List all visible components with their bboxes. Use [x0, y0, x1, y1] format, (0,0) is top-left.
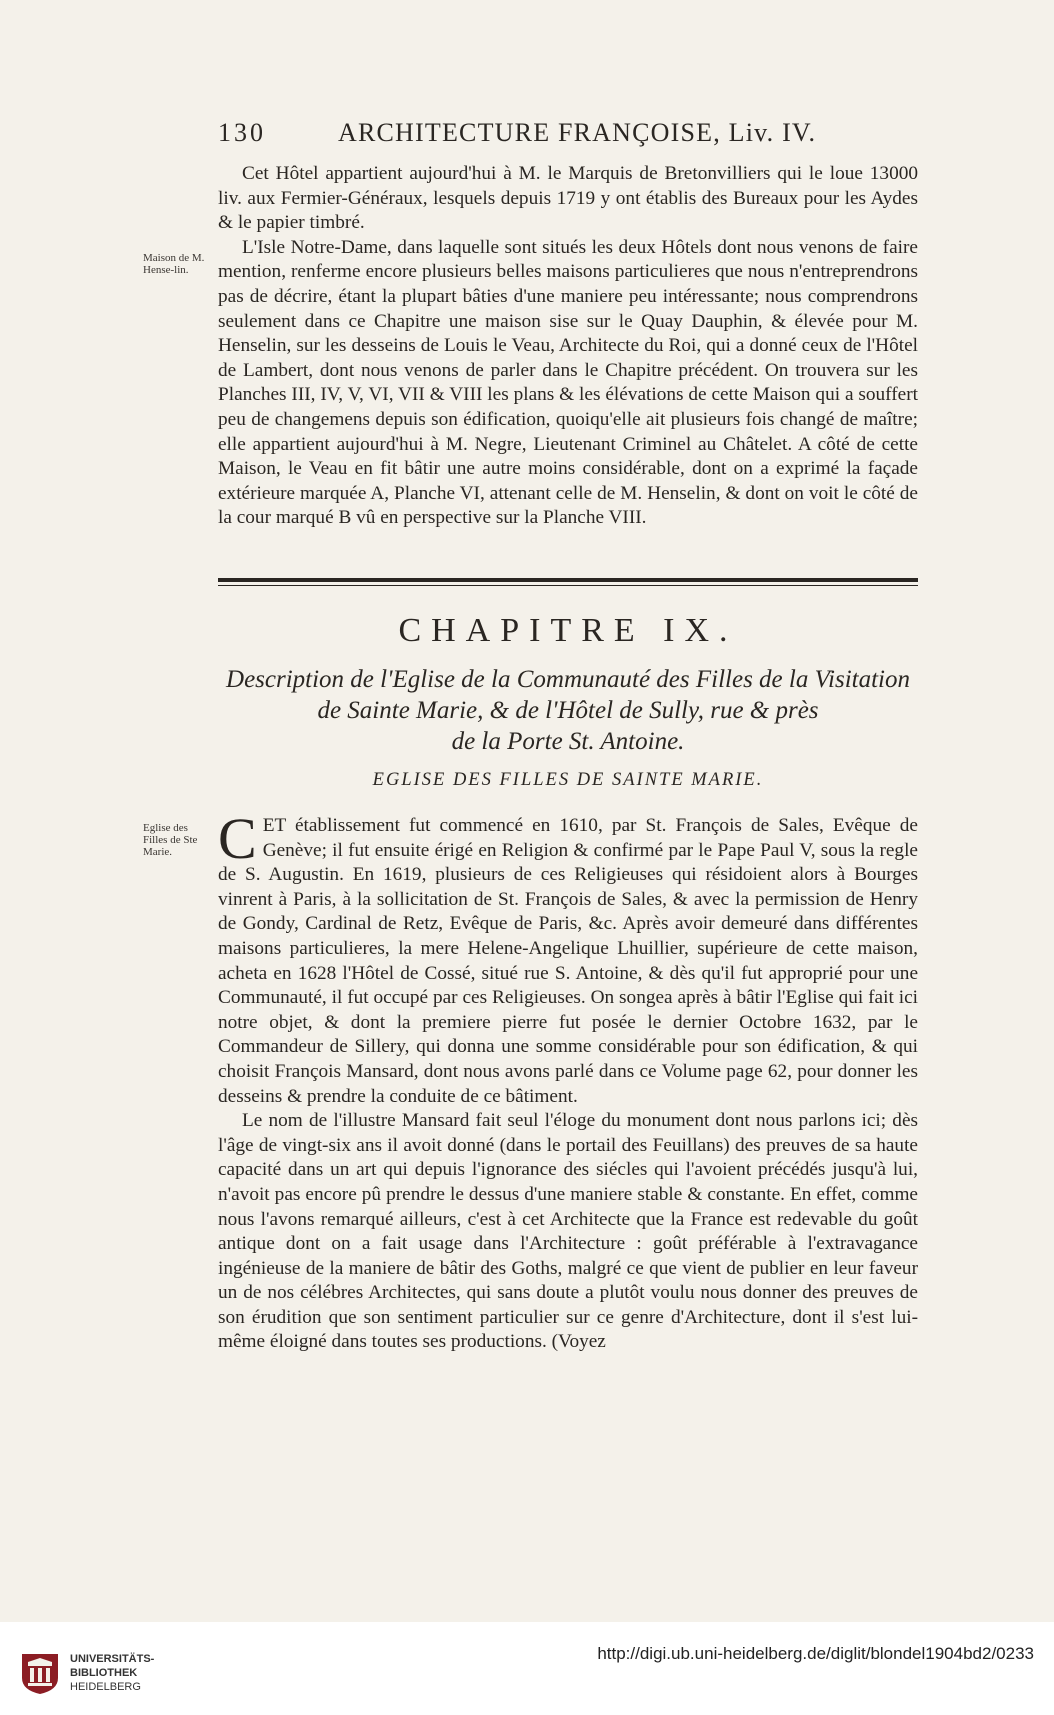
paragraph: Cet Hôtel appartient aujourd'hui à M. le Marquis de Bretonvilliers qui le loue 13000 liv. aux Fermier-Généraux, lesquels depuis 1719 y ont établis des Bureaux pour les Aydes & le papier timbré. — [218, 163, 918, 234]
paragraph-text: ET établissement fut commencé en 1610, par St. François de Sales, Evêque de Genève; il fut ensuite érigé en Religion & confirmé par le Pape Paul V, sous la regle de S. Augustin. En 1619, plusieurs de ces Religieuses qui résidoient alors à Bourges vinrent à Paris, à la sollicitation de St. François de Sales, & avec la permission de Henry de Gondy, Cardinal de Retz, Evêque de Paris, &c. Après avoir demeuré dans différentes maisons particulieres, la mere Helene-Angelique Lhuillier, supérieure de cette maison, acheta en 1628 l'Hôtel de Cossé, situé rue S. Antoine, & dès qu'il fut approprié pour une Communauté, il fut occupé par ces Religieuses. On songea après à bâtir l'Eglise qui fait ici notre objet, & dont la premiere pierre fut posée le dernier Octobre 1632, par le Commandeur de Sillery, qui donna une somme considérable pour son édification, & qui choisit François Mansard, dont nous avons parlé dans ce Volume page 62, pour donner les desseins & prendre la conduite de ce bâtiment. — [218, 815, 918, 1107]
body-text-top — [218, 162, 918, 531]
library-name[interactable] — [70, 1652, 154, 1694]
running-title: ARCHITECTURE FRANÇOISE, Liv. IV. — [338, 118, 817, 147]
viewer-footer — [0, 1622, 1054, 1715]
library-name-line: HEIDELBERG — [70, 1681, 141, 1693]
section-heading: EGLISE DES FILLES DE SAINTE MARIE. — [372, 770, 764, 790]
subtitle-line: de la Porte St. Antoine. — [451, 728, 685, 755]
paragraph — [218, 806, 918, 1109]
section-rule-thin — [218, 585, 918, 586]
margin-note-eglise: Eglise des Filles de Ste Marie. — [143, 822, 198, 858]
library-name-line: UNIVERSITÄTS- — [70, 1653, 155, 1665]
university-seal-icon — [18, 1650, 62, 1696]
body-text-bottom — [218, 806, 918, 1355]
library-name-line: BIBLIOTHEK — [70, 1667, 138, 1679]
paragraph: L'Isle Notre-Dame, dans laquelle sont situés les deux Hôtels dont nous venons de faire mention, renferme encore plusieurs belles maisons particulieres que nous n'entreprendrons pas de décrire, étant la plupart bâties d'une maniere peu intéressante; nous comprendrons seulement dans ce Chapitre une maison sise sur le Quay Dauphin, & élevée pour M. Henselin, sur les desseins de Louis le Veau, Architecte du Roi, qui a donné ceux de l'Hôtel de Lambert, dont nous venons de parler dans le Chapitre précédent. On trouvera sur les Planches III, IV, V, VI, VII & VIII les plans & les élévations de cette Maison qui a souffert peu de changemens depuis son édification, quoiqu'elle ait plusieurs fois changé de maître; elle appartient aujourd'hui à M. Negre, Lieutenant Criminel au Châtelet. A côté de cette Maison, le Veau en fit bâtir une autre moins considérable, dont on a exprimé la façade extérieure marquée A, Planche VI, attenant celle de M. Henselin, & dont on voit le côté de la cour marqué B vû en perspective sur la Planche VIII. — [218, 236, 918, 529]
chapter-heading: CHAPITRE IX. — [398, 612, 738, 649]
drop-capital: C — [218, 806, 257, 871]
margin-note-henselin: Maison de M. Hense-lin. — [143, 252, 205, 276]
subtitle-line: de Sainte Marie, & de l'Hôtel de Sully, rue & près — [317, 697, 819, 724]
subtitle-line: Description de l'Eglise de la Communauté des Filles de la Visitation — [226, 666, 910, 693]
source-url[interactable]: http://digi.ub.uni-heidelberg.de/diglit/blondel1904bd2/0233 — [597, 1644, 1034, 1663]
page-number: 130 — [218, 118, 266, 147]
paragraph: Le nom de l'illustre Mansard fait seul l'éloge du monument dont nous parlons ici; dès l'âge de vingt-six ans il avoit donné (dans le portail des Feuillans) des preuves de sa haute capacité dans un art qui depuis l'ignorance des siécles qui l'avoient précédés jusqu'à lui, n'avoit pas encore pû prendre le dessus d'une maniere stable & constante. En effet, comme nous l'avons remarqué ailleurs, c'est à cet Architecte que la France est redevable du goût antique dont on a fait usage dans l'Architecture : goût préférable à l'extravagance ingénieuse de la maniere de bâtir des Goths, malgré ce que vient de publier en leur faveur un de nos célébres Architectes, qui sans doute a plutôt voulu nous donner des preuves de son érudition que son sentiment particulier sur ce genre d'Architecture, dont il s'est lui-même éloigné dans toutes ses productions. (Voyez — [218, 1110, 918, 1353]
chapter-subtitle — [218, 664, 918, 757]
section-rule-thick — [218, 578, 918, 582]
